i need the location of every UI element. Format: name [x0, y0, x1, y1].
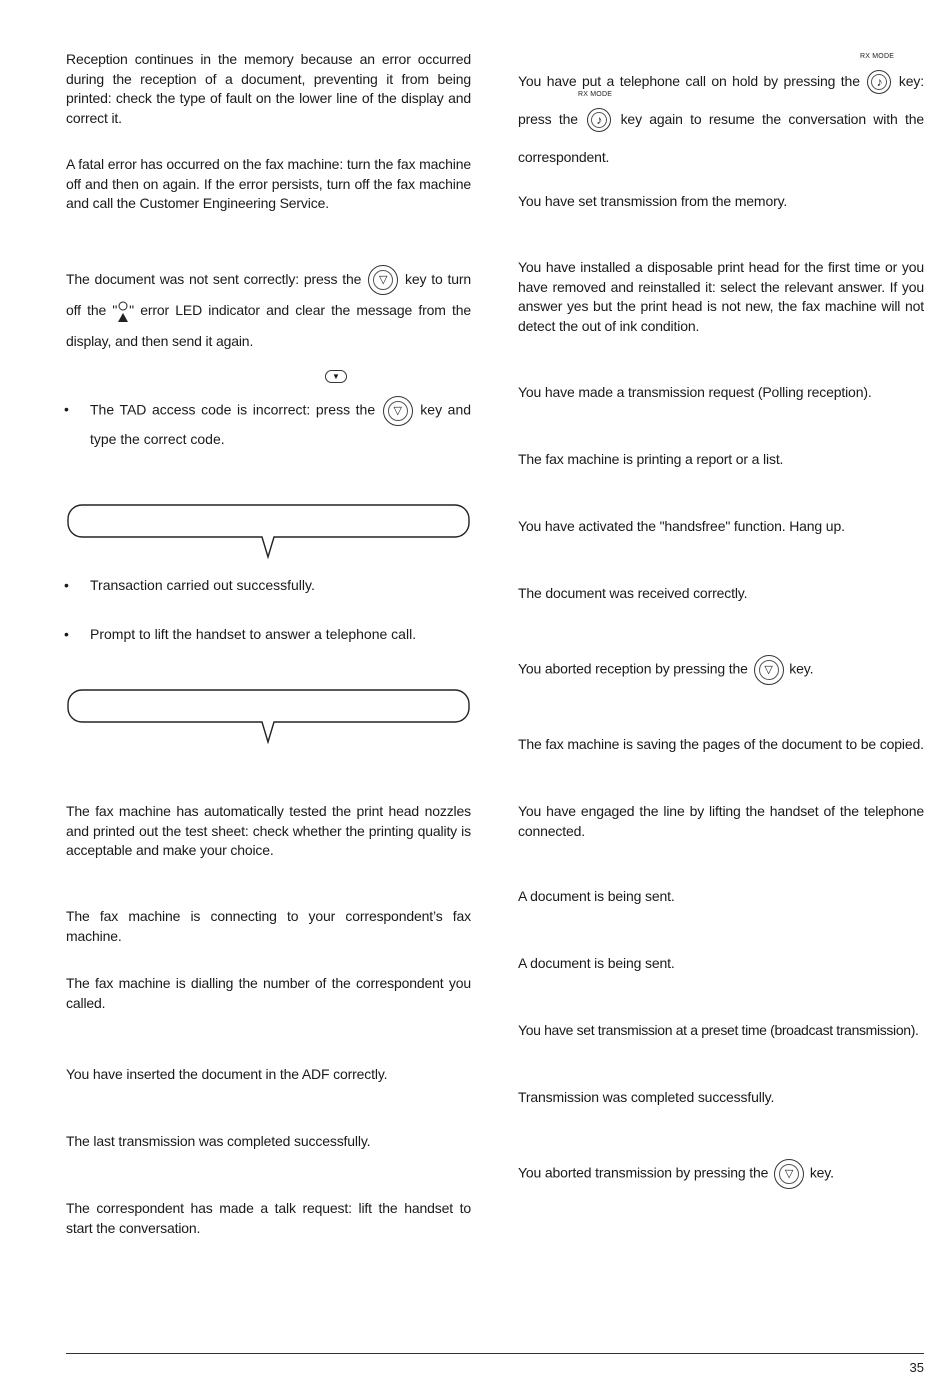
document-not-sent-part1: The document was not sent correctly: press the — [66, 271, 362, 287]
bullet-marker: • — [64, 401, 69, 417]
list-item — [66, 396, 471, 452]
document-not-sent-text — [66, 264, 471, 357]
display-callout-box — [66, 688, 471, 744]
stop-key-icon: ▽ — [368, 265, 398, 295]
talk-request-text: The correspondent has made a talk request: lift the handset to start the conversation. — [66, 1200, 471, 1236]
print-head-installed-text: You have installed a disposable print head for the first time or you have removed and reinstalled it: select the relevant answer. If you answer yes but the print head is not new, the fax machine will not detect the out of ink condition. — [518, 259, 924, 334]
document-received-text: The document was received correctly. — [518, 585, 748, 601]
print-head-test-text: The fax machine has automatically tested the print head nozzles and printed out the test sheet: check whether the printing quality is acceptable and make your choice. — [66, 803, 471, 858]
stop-key-icon: ▽ — [383, 396, 413, 426]
error-led-icon — [117, 301, 129, 323]
document-inserted-text: You have inserted the document in the ADF correctly. — [66, 1066, 388, 1082]
bullet-marker: • — [64, 626, 69, 642]
polling-reception-text: You have made a transmission request (Polling reception). — [518, 384, 872, 400]
aborted-transmission-part2: key. — [809, 1164, 834, 1181]
connecting-text: The fax machine is connecting to your correspondent’s fax machine. — [66, 908, 471, 944]
aborted-reception-text — [518, 655, 924, 685]
memory-transmission-text: You have set transmission from the memory. — [518, 193, 788, 209]
footer-rule — [66, 1353, 924, 1354]
document-sent-text: A document is being sent. — [518, 888, 675, 904]
lift-handset-prompt-text: Prompt to lift the handset to answer a telephone call. — [90, 626, 417, 642]
dialling-text: The fax machine is dialling the number of the correspondent you called. — [66, 975, 471, 1011]
line-engaged-text: You have engaged the line by lifting the handset of the telephone connected. — [518, 803, 924, 839]
aborted-transmission-part1: You aborted transmission by pressing the — [518, 1164, 769, 1181]
bullet-marker: • — [64, 577, 69, 593]
last-transmission-text: The last transmission was completed successfully. — [66, 1133, 371, 1149]
rx-mode-key-icon: ♪ — [587, 108, 611, 132]
aborted-reception-part1: You aborted reception by pressing the — [518, 660, 748, 677]
page-number: 35 — [909, 1360, 924, 1375]
call-on-hold-part3: key again to resume the conversation with the correspondent. — [518, 111, 924, 165]
list-item — [66, 621, 471, 647]
transmission-complete-text: Transmission was completed successfully. — [518, 1089, 775, 1105]
rx-mode-label: RX MODE — [578, 91, 613, 98]
aborted-reception-part2: key. — [789, 660, 814, 677]
list-item — [66, 572, 471, 598]
transaction-success-text: Transaction carried out successfully. — [90, 577, 315, 593]
rx-mode-key-icon: ♪ — [867, 70, 891, 94]
down-arrow-key-icon: ▼ — [325, 370, 347, 383]
preset-time-text: You have set transmission at a preset time (broadcast transmission). — [518, 1022, 919, 1038]
stop-key-icon: ▽ — [754, 655, 784, 685]
call-on-hold-text — [518, 62, 924, 176]
display-callout-box — [66, 503, 471, 559]
document-not-sent-part3: " error LED indicator and clear the message from the display, and then send it again. — [66, 302, 471, 350]
reception-memory-error-text: Reception continues in the memory because an error occurred during the reception of a document, preventing it from being printed: check the type of fault on the lower line of the display and correct it. — [66, 51, 471, 126]
handsfree-text: You have activated the "handsfree" function. Hang up. — [518, 518, 845, 534]
tad-code-text-part1: The TAD access code is incorrect: press the — [90, 401, 376, 418]
rx-mode-label: RX MODE — [860, 53, 895, 60]
saving-pages-text: The fax machine is saving the pages of the document to be copied. — [518, 736, 924, 752]
aborted-transmission-text — [518, 1159, 924, 1189]
document-sent-text-2: A document is being sent. — [518, 955, 675, 971]
call-on-hold-part2: key: press the — [518, 73, 924, 127]
document-not-sent-part2: key to turn off the " — [66, 271, 471, 319]
call-on-hold-part1: You have put a telephone call on hold by pressing the — [518, 73, 860, 89]
stop-key-icon: ▽ — [774, 1159, 804, 1189]
printing-report-text: The fax machine is printing a report or a list. — [518, 451, 784, 467]
tad-code-text-part2: key and type the correct code. — [90, 401, 472, 447]
fatal-error-text: A fatal error has occurred on the fax machine: turn the fax machine off and then on again. If the error persists, turn off the fax machine and call the Customer Engineering Service. — [66, 156, 471, 211]
